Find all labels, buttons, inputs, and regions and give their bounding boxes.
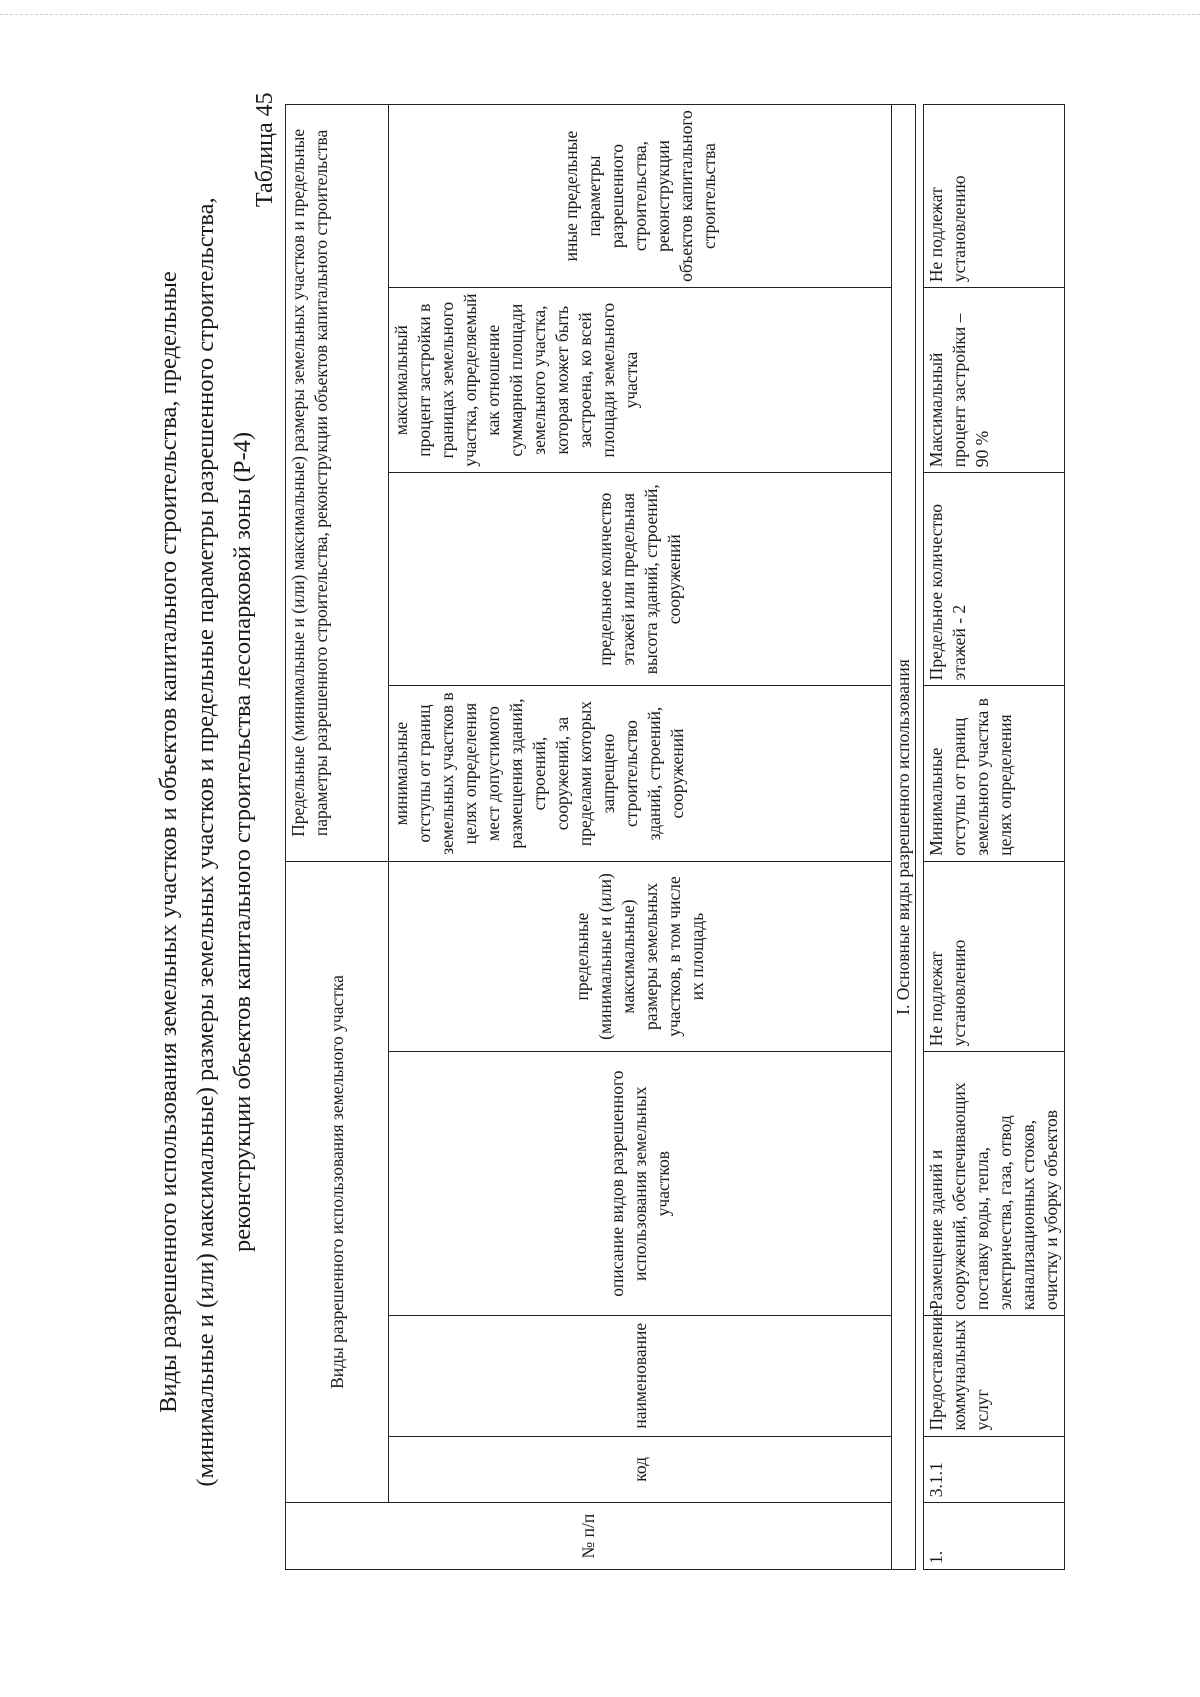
row-floors: Предельное количество этажей - 2 <box>924 473 1065 686</box>
row-other: Не подлежат установлению <box>924 105 1065 288</box>
section-row <box>892 105 916 1570</box>
row-size: Не подлежат установлению <box>924 861 1065 1052</box>
title-line-3: реконструкции объектов капитального строительства лесопарковой зоны (Р-4) <box>229 431 256 1253</box>
row-setbacks: Минимальные отступы от границ земельного участка в целях определения <box>924 686 1065 861</box>
header-coverage: максимальный процент застройки в границах земельного участка, определяемый как отношение суммарной площади земельного участка, которая может быть застроена, ко всей площади земельного участка <box>389 288 892 473</box>
header-row-columns <box>389 105 892 1570</box>
header-other: иные предельные параметры разрешенного строительства, реконструкции объектов капитального строительства <box>389 105 892 288</box>
header-floors: предельное количество этажей или предельная высота зданий, строений, сооружений <box>389 473 892 686</box>
title-line-2: (минимальные и (или) максимальные) размеры земельных участков и предельные параметры разрешенного строительства, <box>192 197 219 1487</box>
table-number: Таблица 45 <box>252 92 278 207</box>
header-land-use-group: Виды разрешенного использования земельного участка <box>286 861 389 1503</box>
header-code: код <box>389 1436 892 1503</box>
land-use-table <box>285 104 1065 1570</box>
header-size: предельные (минимальные и (или) максимальные) размеры земельных участков, в том числе их площадь <box>389 861 892 1052</box>
row-name: Предоставление коммунальных услуг <box>924 1315 1065 1436</box>
header-row-group <box>286 105 389 1570</box>
section-title: I. Основные виды разрешенного использования <box>892 105 916 1570</box>
header-num: № п/п <box>286 1503 892 1570</box>
header-description: описание видов разрешенного использования земельных участков <box>389 1052 892 1316</box>
header-params-group: Предельные (минимальные и (или) максимальные) размеры земельных участков и предельные параметры разрешенного строительства, реконструкции объектов капитального строительства <box>286 105 389 862</box>
document-title <box>150 127 261 1557</box>
gap-cell <box>916 105 924 1570</box>
title-line-1: Виды разрешенного использования земельных участков и объектов капитального строительства, предельные <box>155 271 182 1413</box>
row-num: 1. <box>924 1503 1065 1570</box>
header-setbacks: минимальные отступы от границ земельных участков в целях определения мест допустимого размещения зданий, строений, сооружений, за пределами которых запрещено строительство зданий, строений, сооружений <box>389 686 892 861</box>
table-row <box>924 105 1065 1570</box>
header-name: наименование <box>389 1315 892 1436</box>
row-code: 3.1.1 <box>924 1436 1065 1503</box>
row-coverage: Максимальный процент застройки – 90 % <box>924 288 1065 473</box>
row-description: Размещение зданий и сооружений, обеспечивающих поставку воды, тепла, электричества, газа, отвод канализационных стоков, очистку и уборку объектов <box>924 1052 1065 1316</box>
gap-row <box>916 105 924 1570</box>
